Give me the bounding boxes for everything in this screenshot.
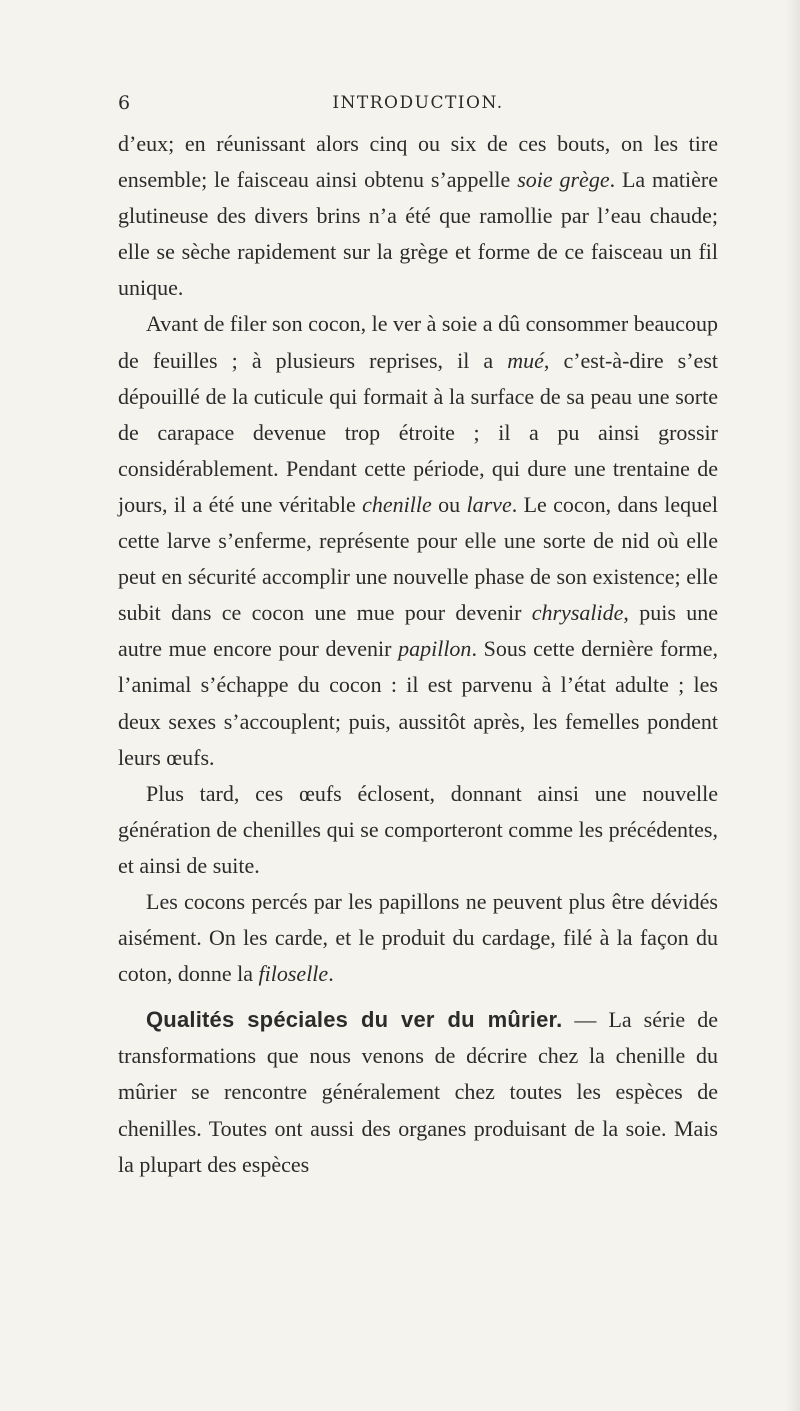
italic-term: mué (507, 347, 544, 373)
text-run: Plus tard, ces œufs éclosent, donnant ainsi une nouvelle génération de chenilles qui se comporteront comme les précédentes, et ainsi de suite. (118, 780, 718, 878)
text-run: d’eux; en réunissant alors cinq ou six de ces bouts, on les tire ensemble; le faisceau ainsi obtenu s’appelle (118, 131, 718, 193)
text-run: ou (431, 491, 467, 517)
text-run: . Sous cette dernière forme, l’animal s’échappe du cocon : il est parvenu à l’état adulte ; les deux sexes s’accouplent; puis, aussitôt après, les femelles pondent leurs œufs. (118, 636, 719, 770)
running-title: INTRODUCTION. (332, 93, 504, 113)
page-edge-shadow (786, 0, 800, 1411)
running-head (118, 92, 718, 116)
italic-term: chenille (362, 491, 432, 517)
paragraph-metamorphosis (118, 306, 718, 775)
page-number: 6 (118, 92, 132, 114)
body-text (118, 126, 718, 1183)
italic-term: soie grège (517, 167, 610, 193)
text-run: , c’est-à-dire s’est dépouillé de la cuticule qui formait à la surface de sa peau une sorte de carapace devenue trop étroite ; il a pu ainsi grossir considérablement. Pendant cette période, qui dure une trentaine de jours, il a été une véritable (118, 347, 718, 517)
text-run: . Le cocon, dans lequel cette larve s’enferme, représente pour elle une sorte de nid où elle peut en sécurité accomplir une nouvelle phase de son existence; elle subit dans ce cocon une mue pour devenir (118, 491, 719, 626)
text-run: , puis une autre mue encore pour devenir (118, 600, 718, 662)
italic-term: larve (466, 491, 512, 517)
paragraph-soie-grege (118, 126, 718, 306)
text-run: Les cocons percés par les papillons ne peuvent plus être dévidés aisément. On les carde, et le produit du cardage, filé à la façon du coton, donne la (118, 888, 718, 987)
paragraph-filoselle (118, 884, 718, 992)
text-run: Avant de filer son cocon, le ver à soie a dû consommer beaucoup de feuilles ; à plusieurs reprises, il a (118, 311, 718, 373)
italic-term: papillon (398, 636, 472, 662)
section-heading: Qualités spéciales du ver du mûrier. (146, 1007, 563, 1033)
paragraph-eggs-hatch (118, 776, 718, 884)
text-run: . La matière glutineuse des divers brins n’a été que ramollie par l’eau chaude; elle se sèche rapidement sur la grège et forme de ce faisceau un fil unique. (118, 167, 718, 301)
italic-term: chrysalide (531, 600, 624, 626)
paragraph-qualites-speciales (118, 1002, 718, 1182)
text-run: . (328, 961, 334, 987)
italic-term: filoselle (258, 961, 329, 987)
text-run: — La série de transformations que nous venons de décrire chez la chenille du mûrier se rencontre généralement chez toutes les espèces de chenilles. Toutes ont aussi des organes produisant de la soie. Mais la plupart des espèces (118, 1007, 718, 1177)
